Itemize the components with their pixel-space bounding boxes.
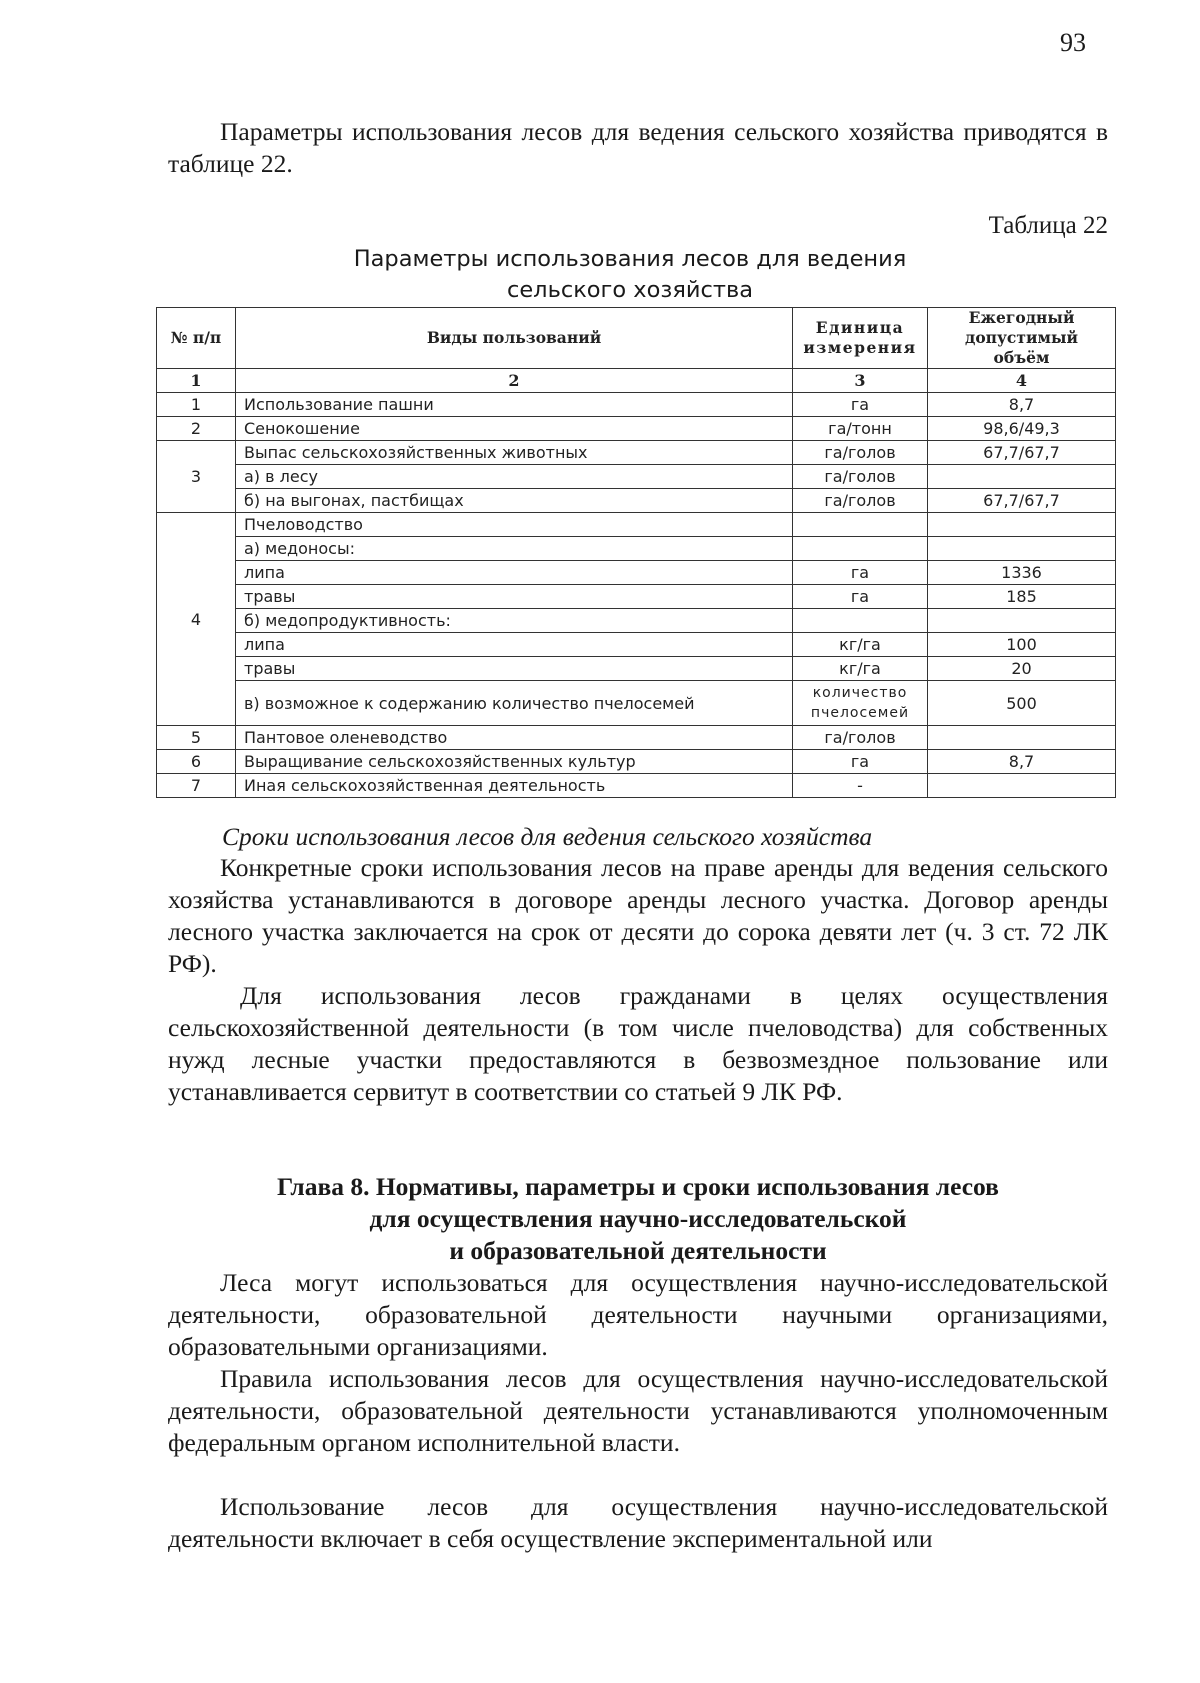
- table-header-row: [157, 308, 1116, 369]
- chapter-heading-line2: для осуществления научно-исследовательской: [369, 1204, 907, 1233]
- row-kind: липа: [236, 633, 793, 657]
- paragraph-lease-terms: Конкретные сроки использования лесов на праве аренды для ведения сельского хозяйства устанавливаются в договоре аренды лесного участка. Договор аренды лесного участка заключается на срок от десяти до сорока девяти лет (ч. 3 ст. 72 ЛК РФ).: [168, 853, 1108, 978]
- row-kind: Сенокошение: [236, 417, 793, 441]
- paragraph-research-forests: Леса могут использоваться для осуществления научно-исследовательской деятельности, образовательной деятельности научными организациями, образовательными организациями.: [168, 1268, 1108, 1361]
- table-row: [157, 417, 1116, 441]
- chapter-heading: [168, 1171, 1108, 1267]
- row-kind: а) медоносы:: [236, 537, 793, 561]
- row-unit: га/голов: [793, 465, 928, 489]
- table-row: [157, 750, 1116, 774]
- row-volume: 8,7: [928, 750, 1116, 774]
- row-unit: [793, 609, 928, 633]
- table-title: [330, 244, 930, 306]
- table-label: Таблица 22: [988, 212, 1108, 239]
- row-kind: травы: [236, 657, 793, 681]
- row-unit: -: [793, 774, 928, 798]
- table-row: [157, 393, 1116, 417]
- row-unit: кг/га: [793, 657, 928, 681]
- section-heading-italic: Сроки использования лесов для ведения сельского хозяйства: [222, 822, 873, 851]
- row-kind: травы: [236, 585, 793, 609]
- paragraph-research-use: Использование лесов для осуществления научно-исследовательской деятельности включает в себя осуществление экспериментальной или: [168, 1492, 1108, 1553]
- index-cell: 3: [793, 369, 928, 393]
- row-num: 6: [157, 750, 236, 774]
- row-unit: [793, 513, 928, 537]
- row-kind: Пантовое оленеводство: [236, 726, 793, 750]
- row-kind: Выращивание сельскохозяйственных культур: [236, 750, 793, 774]
- row-num: 1: [157, 393, 236, 417]
- row-volume: [928, 537, 1116, 561]
- row-kind: Выпас сельскохозяйственных животных: [236, 441, 793, 465]
- row-volume: 67,7/67,7: [928, 441, 1116, 465]
- table-row: [157, 726, 1116, 750]
- row-unit: га/голов: [793, 441, 928, 465]
- table-row: [157, 681, 1116, 726]
- row-volume: 100: [928, 633, 1116, 657]
- paragraph-rules: Правила использования лесов для осуществления научно-исследовательской деятельности, образовательной деятельности устанавливаются уполномоченным федеральным органом исполнительной власти.: [168, 1364, 1108, 1457]
- page-number: 93: [1060, 28, 1086, 57]
- row-unit: га: [793, 750, 928, 774]
- table-row: [157, 633, 1116, 657]
- row-volume: 1336: [928, 561, 1116, 585]
- table-row: [157, 561, 1116, 585]
- row-volume: [928, 513, 1116, 537]
- row-num: 2: [157, 417, 236, 441]
- row-kind: в) возможное к содержанию количество пчелосемей: [236, 681, 793, 726]
- row-num: 4: [157, 513, 236, 726]
- row-unit: га: [793, 561, 928, 585]
- row-unit: количество пчелосемей: [793, 681, 928, 726]
- row-num: 5: [157, 726, 236, 750]
- index-cell: 2: [236, 369, 793, 393]
- header-unit: Единица измерения: [793, 308, 928, 369]
- table-row: [157, 513, 1116, 537]
- row-unit: га/тонн: [793, 417, 928, 441]
- row-kind: Пчеловодство: [236, 513, 793, 537]
- table-row: [157, 774, 1116, 798]
- row-volume: 20: [928, 657, 1116, 681]
- row-kind: Иная сельскохозяйственная деятельность: [236, 774, 793, 798]
- row-kind: б) на выгонах, пастбищах: [236, 489, 793, 513]
- row-volume: 500: [928, 681, 1116, 726]
- row-kind: Использование пашни: [236, 393, 793, 417]
- header-kind: Виды пользований: [236, 308, 793, 369]
- row-num: 3: [157, 441, 236, 513]
- header-num: № п/п: [157, 308, 236, 369]
- table-row: [157, 609, 1116, 633]
- row-unit: кг/га: [793, 633, 928, 657]
- row-volume: [928, 465, 1116, 489]
- parameters-table: [156, 307, 1116, 798]
- index-row: [157, 369, 1116, 393]
- row-volume: 8,7: [928, 393, 1116, 417]
- chapter-heading-line3: и образовательной деятельности: [449, 1236, 827, 1265]
- paragraph-free-use: Для использования лесов гражданами в целях осуществления сельскохозяйственной деятельности (в том числе пчеловодства) для собственных нужд лесные участки предоставляются в безвозмездное пользование или устанавливается сервитут в соответствии со статьей 9 ЛК РФ.: [168, 981, 1108, 1106]
- intro-paragraph: Параметры использования лесов для ведения сельского хозяйства приводятся в таблице 22.: [168, 117, 1108, 178]
- table-row: [157, 441, 1116, 465]
- row-volume: 67,7/67,7: [928, 489, 1116, 513]
- row-unit: га/голов: [793, 726, 928, 750]
- row-unit: га/голов: [793, 489, 928, 513]
- table-title-line1: Параметры использования лесов для ведения: [353, 246, 907, 272]
- row-unit: га: [793, 393, 928, 417]
- table-title-line2: сельского хозяйства: [506, 277, 754, 303]
- table-row: [157, 465, 1116, 489]
- row-unit: га: [793, 585, 928, 609]
- row-volume: [928, 726, 1116, 750]
- row-num: 7: [157, 774, 236, 798]
- header-volume: Ежегодный допустимый объём: [928, 308, 1116, 369]
- chapter-heading-line1: Глава 8. Нормативы, параметры и сроки использования лесов: [277, 1172, 999, 1201]
- row-volume: [928, 609, 1116, 633]
- table-row: [157, 585, 1116, 609]
- row-kind: а) в лесу: [236, 465, 793, 489]
- row-kind: б) медопродуктивность:: [236, 609, 793, 633]
- row-volume: 98,6/49,3: [928, 417, 1116, 441]
- table-row: [157, 489, 1116, 513]
- row-kind: липа: [236, 561, 793, 585]
- index-cell: 4: [928, 369, 1116, 393]
- table-row: [157, 657, 1116, 681]
- table-row: [157, 537, 1116, 561]
- index-cell: 1: [157, 369, 236, 393]
- row-volume: 185: [928, 585, 1116, 609]
- row-volume: [928, 774, 1116, 798]
- row-unit: [793, 537, 928, 561]
